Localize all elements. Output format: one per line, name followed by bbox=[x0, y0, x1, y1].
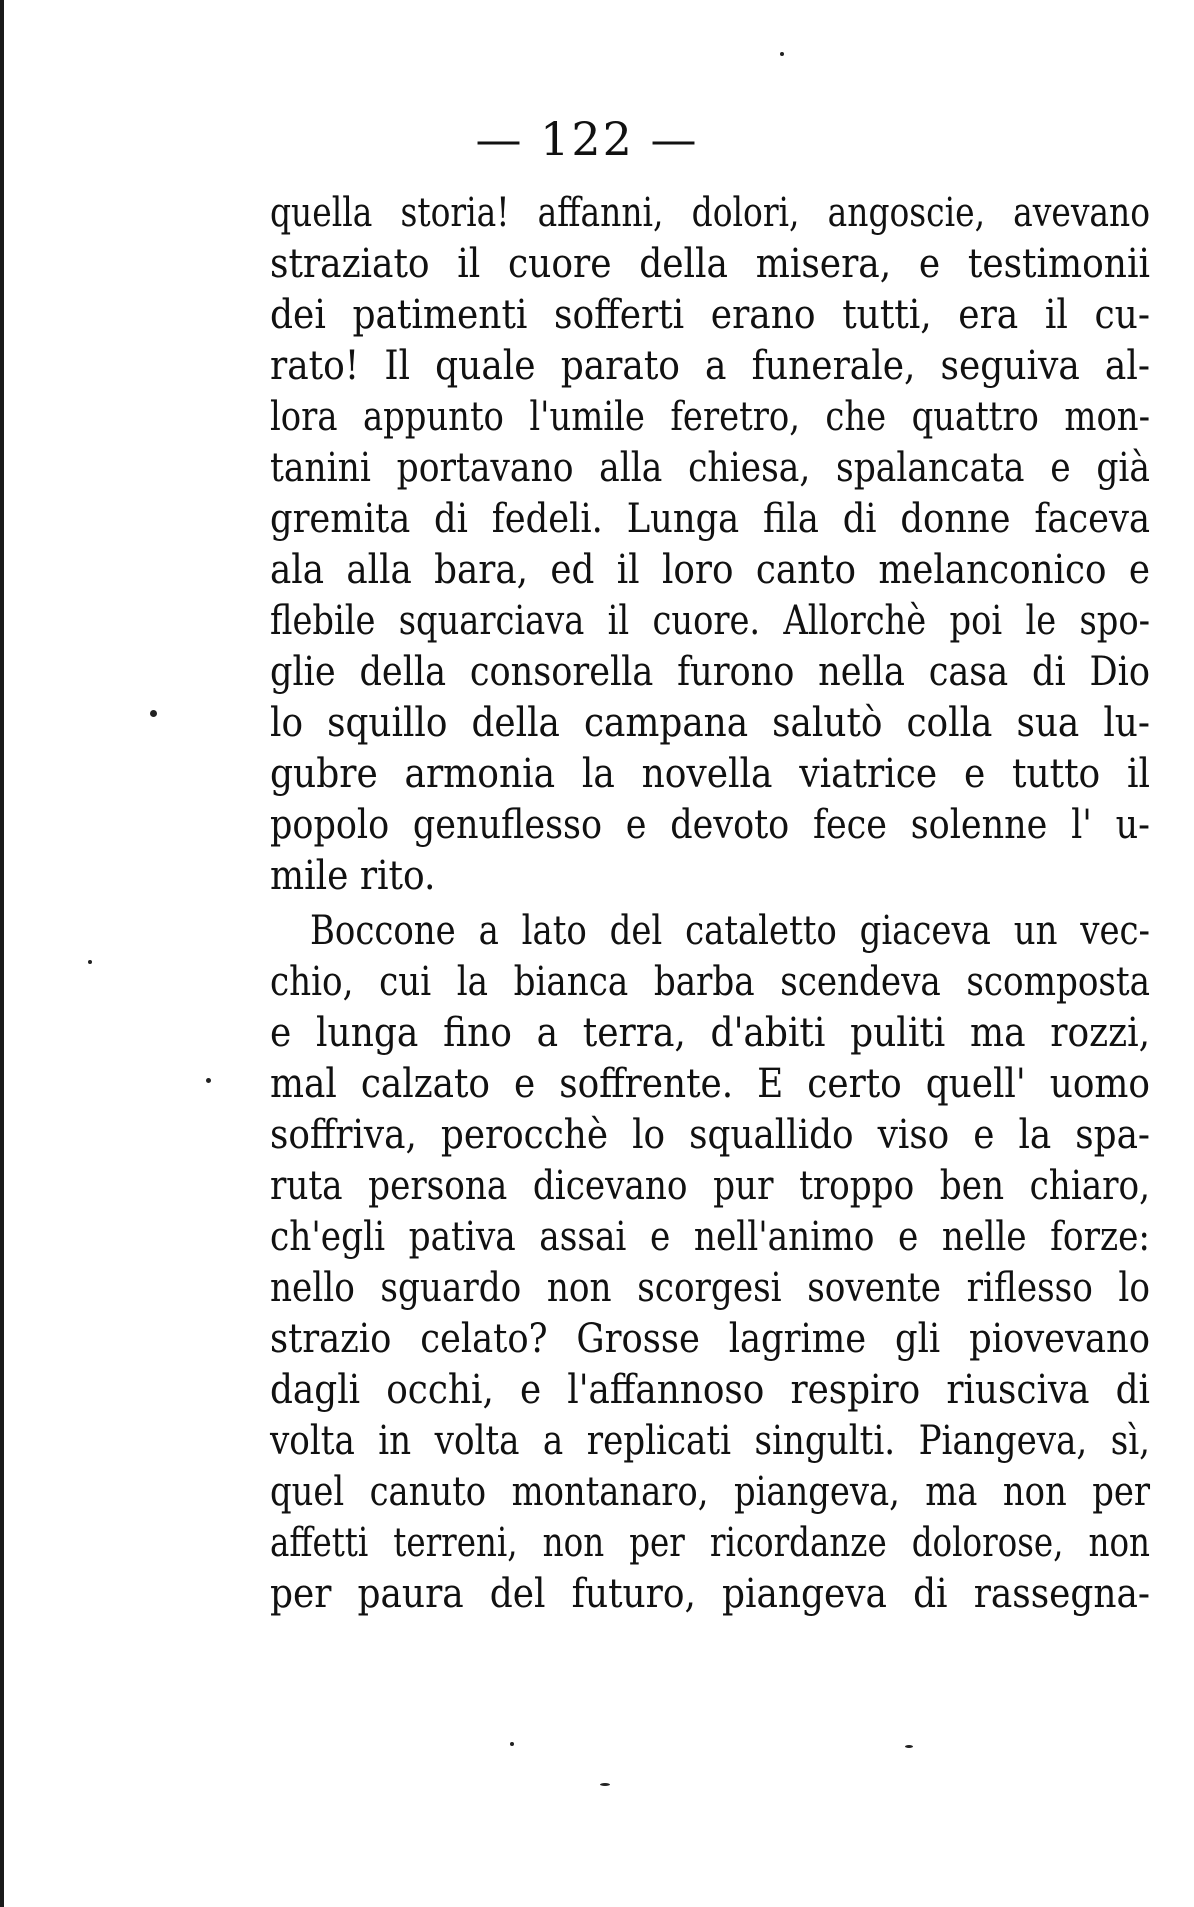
text-line: affetti terreni, non per ricordanze dolorose, non bbox=[270, 1520, 1150, 1566]
text-line: lora appunto l'umile feretro, che quattro mon- bbox=[270, 394, 1150, 440]
text-line: dei patimenti sofferti erano tutti, era il cu- bbox=[270, 292, 1150, 338]
text-line: mal calzato e soffrente. E certo quell' uomo bbox=[270, 1061, 1150, 1107]
scan-speck bbox=[905, 1745, 913, 1748]
text-line: popolo genuflesso e devoto fece solenne l' u- bbox=[270, 802, 1150, 848]
scan-speck bbox=[150, 710, 157, 717]
page-number: — 122 — bbox=[475, 112, 699, 166]
text-line: gremita di fedeli. Lunga fila di donne faceva bbox=[270, 496, 1150, 542]
text-line: straziato il cuore della misera, e testimonii bbox=[270, 241, 1150, 287]
text-line: gubre armonia la novella viatrice e tutto il bbox=[270, 751, 1150, 797]
scan-speck bbox=[206, 1078, 211, 1083]
scan-speck bbox=[600, 1783, 610, 1786]
text-line: quel canuto montanaro, piangeva, ma non per bbox=[270, 1469, 1150, 1515]
text-line: mile rito. bbox=[270, 853, 436, 899]
page-binding-edge bbox=[0, 0, 4, 1907]
text-line: chio, cui la bianca barba scendeva scomposta bbox=[270, 959, 1150, 1005]
text-line: ch'egli pativa assai e nell'animo e nelle forze: bbox=[270, 1214, 1150, 1260]
text-line: glie della consorella furono nella casa di Dio bbox=[270, 649, 1150, 695]
text-line: flebile squarciava il cuore. Allorchè poi le spo- bbox=[270, 598, 1150, 644]
text-line: per paura del futuro, piangeva di rassegna- bbox=[270, 1571, 1150, 1617]
text-line: soffriva, perocchè lo squallido viso e la spa- bbox=[270, 1112, 1150, 1158]
text-line: Boccone a lato del cataletto giaceva un vec- bbox=[310, 908, 1150, 954]
text-line: lo squillo della campana salutò colla sua lu- bbox=[270, 700, 1150, 746]
scan-speck bbox=[510, 1742, 514, 1746]
scan-speck bbox=[88, 960, 92, 964]
text-line: ala alla bara, ed il loro canto melanconico e bbox=[270, 547, 1150, 593]
text-line: rato! Il quale parato a funerale, seguiva al- bbox=[270, 343, 1150, 389]
text-line: quella storia! affanni, dolori, angoscie, avevano bbox=[270, 190, 1150, 236]
text-line: nello sguardo non scorgesi sovente riflesso lo bbox=[270, 1265, 1150, 1311]
scan-speck bbox=[780, 52, 784, 56]
text-line: strazio celato? Grosse lagrime gli piovevano bbox=[270, 1316, 1150, 1362]
body-text bbox=[270, 188, 1150, 1620]
text-line: volta in volta a replicati singulti. Piangeva, sì, bbox=[270, 1418, 1150, 1464]
paragraph bbox=[270, 906, 1150, 1620]
text-line: ruta persona dicevano pur troppo ben chiaro, bbox=[270, 1163, 1150, 1209]
text-line: dagli occhi, e l'affannoso respiro riusciva di bbox=[270, 1367, 1150, 1413]
text-line: tanini portavano alla chiesa, spalancata e già bbox=[270, 445, 1150, 491]
text-line: e lunga fino a terra, d'abiti puliti ma rozzi, bbox=[270, 1010, 1150, 1056]
paragraph bbox=[270, 188, 1150, 902]
